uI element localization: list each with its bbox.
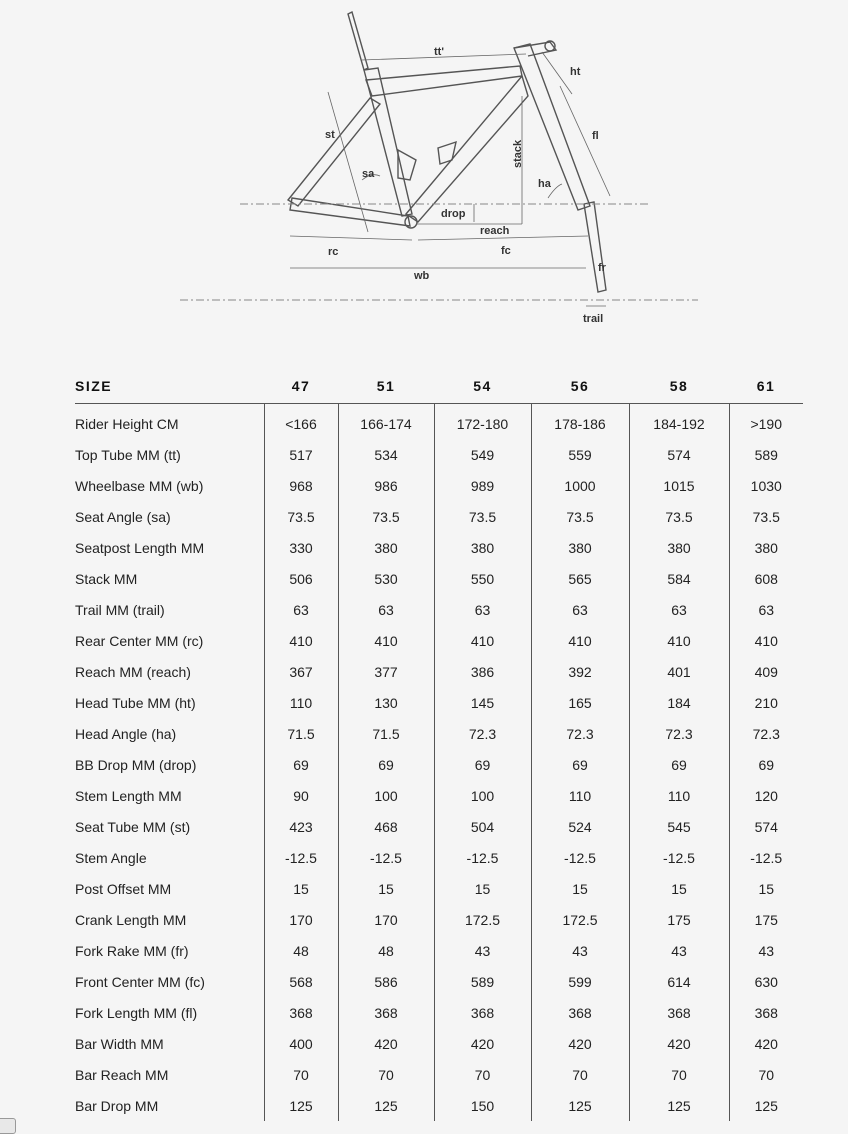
table-row: [75, 966, 803, 997]
row-label: Reach MM (reach): [75, 663, 191, 680]
table-cell: 630: [729, 966, 803, 997]
table-cell: 1000: [531, 470, 629, 501]
label-fl: fl: [592, 130, 599, 142]
table-cell: 72.3: [531, 718, 629, 749]
row-label: Crank Length MM: [75, 911, 187, 928]
label-reach: reach: [480, 225, 510, 237]
table-row: [75, 532, 803, 563]
size-column-header: 61: [729, 368, 803, 404]
top-tube-shape: [366, 66, 522, 96]
table-cell: 367: [264, 656, 338, 687]
row-label: Stack MM: [75, 570, 138, 587]
label-ha: ha: [538, 178, 551, 190]
label-wb: wb: [414, 270, 430, 282]
seat-tube-shape: [364, 68, 412, 216]
label-stack: stack: [512, 139, 524, 168]
table-cell: 530: [338, 563, 434, 594]
geometry-table: [75, 368, 803, 1121]
size-column-header: 51: [338, 368, 434, 404]
row-label: Rider Height CM: [75, 415, 179, 432]
table-row: [75, 1090, 803, 1121]
table-cell: 100: [338, 780, 434, 811]
table-cell: 380: [531, 532, 629, 563]
table-cell: 69: [531, 749, 629, 780]
table-cell: 73.5: [434, 501, 531, 532]
table-cell: 120: [729, 780, 803, 811]
table-cell: 73.5: [338, 501, 434, 532]
table-cell: 1015: [629, 470, 729, 501]
row-label: BB Drop MM (drop): [75, 756, 197, 773]
table-row: [75, 470, 803, 501]
table-cell: 986: [338, 470, 434, 501]
table-cell: 48: [338, 935, 434, 966]
table-row: [75, 718, 803, 749]
table-cell: 608: [729, 563, 803, 594]
table-cell: 48: [264, 935, 338, 966]
table-cell: 184-192: [629, 404, 729, 440]
table-row: [75, 687, 803, 718]
table-cell: 380: [434, 532, 531, 563]
table-cell: 574: [629, 439, 729, 470]
table-cell: 368: [531, 997, 629, 1028]
table-cell: -12.5: [338, 842, 434, 873]
seatpost-shape: [348, 12, 368, 70]
table-cell: 392: [531, 656, 629, 687]
table-cell: 172.5: [531, 904, 629, 935]
row-label: Front Center MM (fc): [75, 973, 205, 990]
table-cell: 125: [729, 1090, 803, 1121]
label-tt: tt': [434, 46, 444, 58]
table-cell: 589: [434, 966, 531, 997]
table-row: [75, 1059, 803, 1090]
table-cell: 420: [338, 1028, 434, 1059]
row-label: Wheelbase MM (wb): [75, 477, 204, 494]
table-cell: 43: [729, 935, 803, 966]
table-cell: 386: [434, 656, 531, 687]
row-label: Post Offset MM: [75, 880, 172, 897]
table-cell: 69: [338, 749, 434, 780]
table-cell: 368: [729, 997, 803, 1028]
table-cell: 410: [531, 625, 629, 656]
row-label: Fork Length MM (fl): [75, 1004, 198, 1021]
table-cell: 172.5: [434, 904, 531, 935]
size-column-header: 58: [629, 368, 729, 404]
row-label: Head Angle (ha): [75, 725, 177, 742]
table-row: [75, 625, 803, 656]
table-row: [75, 997, 803, 1028]
table-row: [75, 904, 803, 935]
table-cell: 506: [264, 563, 338, 594]
table-cell: 63: [629, 594, 729, 625]
size-header: SIZE: [75, 368, 264, 404]
table-cell: 420: [434, 1028, 531, 1059]
table-cell: 110: [531, 780, 629, 811]
table-cell: 368: [434, 997, 531, 1028]
label-fc: fc: [501, 245, 511, 257]
table-cell: 410: [434, 625, 531, 656]
table-cell: 90: [264, 780, 338, 811]
table-cell: 550: [434, 563, 531, 594]
table-cell: 172-180: [434, 404, 531, 440]
table-row: [75, 1028, 803, 1059]
row-label: Rear Center MM (rc): [75, 632, 204, 649]
table-cell: 210: [729, 687, 803, 718]
table-cell: >190: [729, 404, 803, 440]
table-cell: 175: [629, 904, 729, 935]
table-row: [75, 404, 803, 440]
table-row: [75, 873, 803, 904]
label-ht: ht: [570, 66, 581, 78]
table-cell: 145: [434, 687, 531, 718]
table-cell: 71.5: [264, 718, 338, 749]
table-cell: 69: [629, 749, 729, 780]
table-cell: 614: [629, 966, 729, 997]
table-cell: 15: [434, 873, 531, 904]
table-cell: 72.3: [629, 718, 729, 749]
table-cell: 63: [531, 594, 629, 625]
row-label: Bar Reach MM: [75, 1066, 169, 1083]
table-cell: 70: [531, 1059, 629, 1090]
table-cell: 125: [264, 1090, 338, 1121]
row-label: Stem Length MM: [75, 787, 182, 804]
down-tube-shape: [406, 76, 528, 222]
table-cell: 70: [629, 1059, 729, 1090]
row-label: Head Tube MM (ht): [75, 694, 196, 711]
size-column-header: 56: [531, 368, 629, 404]
table-cell: -12.5: [629, 842, 729, 873]
table-cell: 410: [729, 625, 803, 656]
chain-stay-shape: [290, 198, 410, 226]
table-row: [75, 935, 803, 966]
table-cell: 63: [729, 594, 803, 625]
table-cell: 130: [338, 687, 434, 718]
table-cell: 377: [338, 656, 434, 687]
table-cell: 165: [531, 687, 629, 718]
table-cell: 69: [264, 749, 338, 780]
row-label: Seatpost Length MM: [75, 539, 205, 556]
table-cell: 70: [338, 1059, 434, 1090]
table-cell: 368: [629, 997, 729, 1028]
table-row: [75, 439, 803, 470]
size-column-header: 47: [264, 368, 338, 404]
row-label: Stem Angle: [75, 849, 147, 866]
table-cell: 73.5: [729, 501, 803, 532]
geometry-table-body: [75, 404, 803, 1122]
table-cell: 43: [531, 935, 629, 966]
table-cell: 568: [264, 966, 338, 997]
table-row: [75, 594, 803, 625]
table-cell: 15: [531, 873, 629, 904]
table-header-row: [75, 368, 803, 404]
table-cell: 150: [434, 1090, 531, 1121]
table-row: [75, 780, 803, 811]
table-cell: 110: [264, 687, 338, 718]
table-cell: -12.5: [729, 842, 803, 873]
table-cell: 586: [338, 966, 434, 997]
table-row: [75, 501, 803, 532]
table-cell: 584: [629, 563, 729, 594]
table-row: [75, 656, 803, 687]
table-cell: 63: [434, 594, 531, 625]
table-cell: 72.3: [729, 718, 803, 749]
row-label: Trail MM (trail): [75, 601, 165, 618]
size-column-header: 54: [434, 368, 531, 404]
table-cell: 420: [531, 1028, 629, 1059]
table-cell: 15: [629, 873, 729, 904]
table-cell: 423: [264, 811, 338, 842]
row-label: Seat Tube MM (st): [75, 818, 191, 835]
table-cell: 15: [729, 873, 803, 904]
table-cell: 70: [434, 1059, 531, 1090]
label-trail: trail: [583, 313, 604, 325]
row-label: Fork Rake MM (fr): [75, 942, 189, 959]
table-cell: 989: [434, 470, 531, 501]
row-label: Top Tube MM (tt): [75, 446, 181, 463]
table-cell: 170: [264, 904, 338, 935]
table-cell: 69: [729, 749, 803, 780]
label-fr: fr: [598, 262, 606, 274]
table-cell: 43: [434, 935, 531, 966]
table-cell: 73.5: [629, 501, 729, 532]
table-cell: 125: [338, 1090, 434, 1121]
table-cell: 420: [729, 1028, 803, 1059]
table-cell: 73.5: [264, 501, 338, 532]
table-cell: 599: [531, 966, 629, 997]
table-cell: -12.5: [434, 842, 531, 873]
table-cell: 565: [531, 563, 629, 594]
table-cell: 15: [338, 873, 434, 904]
table-cell: 380: [338, 532, 434, 563]
table-cell: <166: [264, 404, 338, 440]
scroll-tab[interactable]: [0, 1118, 16, 1134]
table-cell: 178-186: [531, 404, 629, 440]
table-cell: 524: [531, 811, 629, 842]
label-sa: sa: [362, 168, 375, 180]
table-cell: 410: [338, 625, 434, 656]
table-row: [75, 842, 803, 873]
table-cell: 70: [264, 1059, 338, 1090]
table-cell: 70: [729, 1059, 803, 1090]
table-cell: 71.5: [338, 718, 434, 749]
table-cell: 170: [338, 904, 434, 935]
table-cell: 125: [629, 1090, 729, 1121]
table-cell: 184: [629, 687, 729, 718]
table-cell: 468: [338, 811, 434, 842]
table-cell: 517: [264, 439, 338, 470]
table-cell: 1030: [729, 470, 803, 501]
label-rc: rc: [328, 246, 339, 258]
table-row: [75, 811, 803, 842]
table-cell: 409: [729, 656, 803, 687]
row-label: Seat Angle (sa): [75, 508, 171, 525]
table-cell: -12.5: [531, 842, 629, 873]
table-cell: 100: [434, 780, 531, 811]
table-cell: 968: [264, 470, 338, 501]
table-cell: 330: [264, 532, 338, 563]
table-cell: 559: [531, 439, 629, 470]
table-cell: 410: [629, 625, 729, 656]
table-cell: 69: [434, 749, 531, 780]
table-cell: 589: [729, 439, 803, 470]
table-cell: 72.3: [434, 718, 531, 749]
table-cell: 545: [629, 811, 729, 842]
label-st: st: [325, 129, 335, 141]
table-cell: 574: [729, 811, 803, 842]
table-cell: -12.5: [264, 842, 338, 873]
table-cell: 401: [629, 656, 729, 687]
table-cell: 368: [338, 997, 434, 1028]
table-cell: 410: [264, 625, 338, 656]
table-cell: 549: [434, 439, 531, 470]
table-cell: 380: [629, 532, 729, 563]
table-cell: 534: [338, 439, 434, 470]
table-cell: 125: [531, 1090, 629, 1121]
table-cell: 15: [264, 873, 338, 904]
frame-geometry-diagram: [0, 0, 848, 340]
table-cell: 63: [264, 594, 338, 625]
table-cell: 400: [264, 1028, 338, 1059]
table-row: [75, 749, 803, 780]
table-cell: 420: [629, 1028, 729, 1059]
table-cell: 368: [264, 997, 338, 1028]
fork-shape: [584, 202, 606, 292]
table-cell: 504: [434, 811, 531, 842]
table-cell: 166-174: [338, 404, 434, 440]
label-drop: drop: [441, 208, 466, 220]
table-cell: 43: [629, 935, 729, 966]
table-cell: 175: [729, 904, 803, 935]
row-label: Bar Drop MM: [75, 1097, 159, 1114]
table-row: [75, 563, 803, 594]
row-label: Bar Width MM: [75, 1035, 164, 1052]
table-cell: 63: [338, 594, 434, 625]
table-cell: 380: [729, 532, 803, 563]
table-cell: 110: [629, 780, 729, 811]
table-cell: 73.5: [531, 501, 629, 532]
